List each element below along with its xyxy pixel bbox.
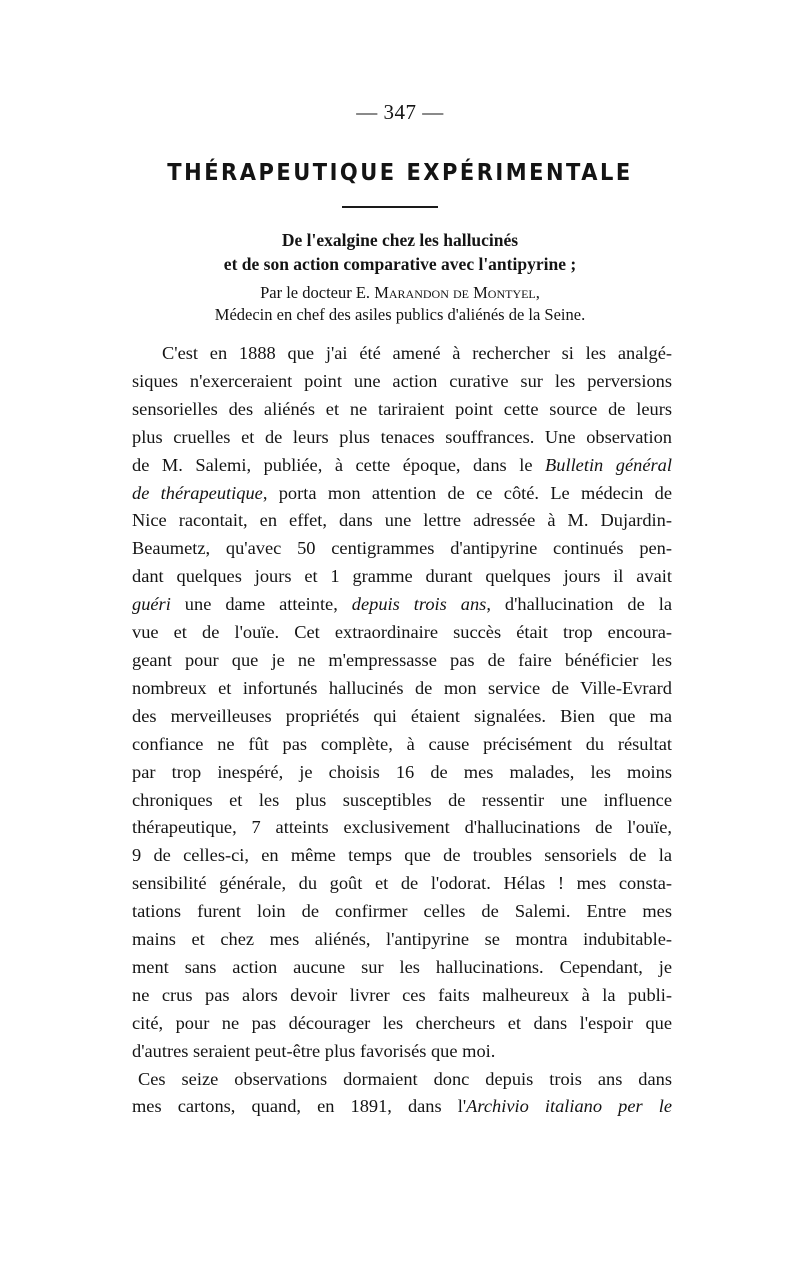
article-title-line-2: et de son action comparative avec l'antipyrine ; [223,254,577,274]
body-line: tations furent loin de confirmer celles de Salemi. Entre mes [132,901,672,922]
body-line: Nice racontait, en effet, dans une lettre adressée à M. Dujardin- [132,510,672,531]
article-title-line-1: De l'exalgine chez les hallucinés [281,230,519,250]
body-line: C'est en 1888 que j'ai été amené à rechercher si les analgé- [162,343,672,363]
journal-title-italic: Bulletin général [545,454,672,475]
body-line: geant pour que je ne m'empressasse pas de faire bénéficier les [132,649,672,670]
italic-archivio: Archivio italiano per le [466,1096,672,1117]
body-line: nombreux et infortunés hallucinés de mon service de Ville-Evrard [132,677,672,698]
byline-role: Médecin en chef des asiles publics d'aliénés de la Seine. [214,305,586,324]
italic-gueri: guéri [132,594,171,615]
body-line [132,452,672,480]
byline-prefix: Par le docteur E. [260,283,371,302]
body-line: ne crus pas alors devoir livrer ces faits malheureux à la publi- [132,984,672,1005]
title-divider [342,206,438,208]
body-line: confiance ne fût pas complète, à cause précisément du résultat [132,733,672,754]
body-segment: , d'hallucination de la [486,594,672,615]
body-segment: de M. Salemi, publiée, à cette époque, dans le [132,454,533,475]
body-line: d'autres seraient peut-être plus favorisés que moi. [132,1040,496,1061]
body-line: chroniques et les plus susceptibles de ressentir une influence [132,789,672,810]
body-line: plus cruelles et de leurs plus tenaces souffrances. Une observation [132,426,672,447]
body-line: vue et de l'ouïe. Cet extraordinaire succès était trop encoura- [132,622,672,643]
body-line [132,480,672,508]
article-title [0,228,800,276]
body-line: sensibilité générale, du goût et de l'odorat. Hélas ! mes consta- [132,873,672,894]
body-line: des merveilleuses propriétés qui étaient signalées. Bien que ma [132,705,672,726]
section-title: THÉRAPEUTIQUE EXPÉRIMENTALE [167,158,633,186]
body-segment: une dame atteinte, [184,594,338,615]
body-line: sensorielles des aliénés et ne tariraient point cette source de leurs [132,398,672,419]
body-line: thérapeutique, 7 atteints exclusivement d'hallucinations de l'ouïe, [132,817,672,838]
body-line: siques n'exerceraient point une action curative sur les perversions [132,370,672,391]
body-line: dant quelques jours et 1 gramme durant quelques jours il avait [132,566,672,587]
body-line: Beaumetz, qu'avec 50 centigrammes d'antipyrine continués pen- [132,538,672,559]
body-line [132,591,672,619]
body-line: par trop inespéré, je choisis 16 de mes malades, les moins [132,761,672,782]
journal-title-italic-2: de thérapeutique [132,482,263,503]
byline-author: Marandon de Montyel, [374,283,540,302]
body-segment: , porta mon attention de ce côté. Le médecin de [262,482,672,503]
body-line: 9 de celles-ci, en même temps que de troubles sensoriels de la [132,845,672,866]
article-body [132,340,672,1121]
body-line: mains et chez mes aliénés, l'antipyrine se montra indubitable- [132,929,672,950]
byline [0,282,800,326]
body-segment: mes cartons, quand, en 1891, dans l' [132,1096,467,1117]
italic-duration: depuis trois ans [351,594,487,615]
byline-author-line [0,282,800,304]
body-line [132,1093,672,1121]
page-number: — 347 — [356,100,444,124]
body-line: cité, pour ne pas décourager les chercheurs et dans l'espoir que [132,1012,672,1033]
body-line: ment sans action aucune sur les hallucinations. Cependant, je [132,956,672,977]
body-line: Ces seize observations dormaient donc depuis trois ans dans [138,1068,672,1089]
